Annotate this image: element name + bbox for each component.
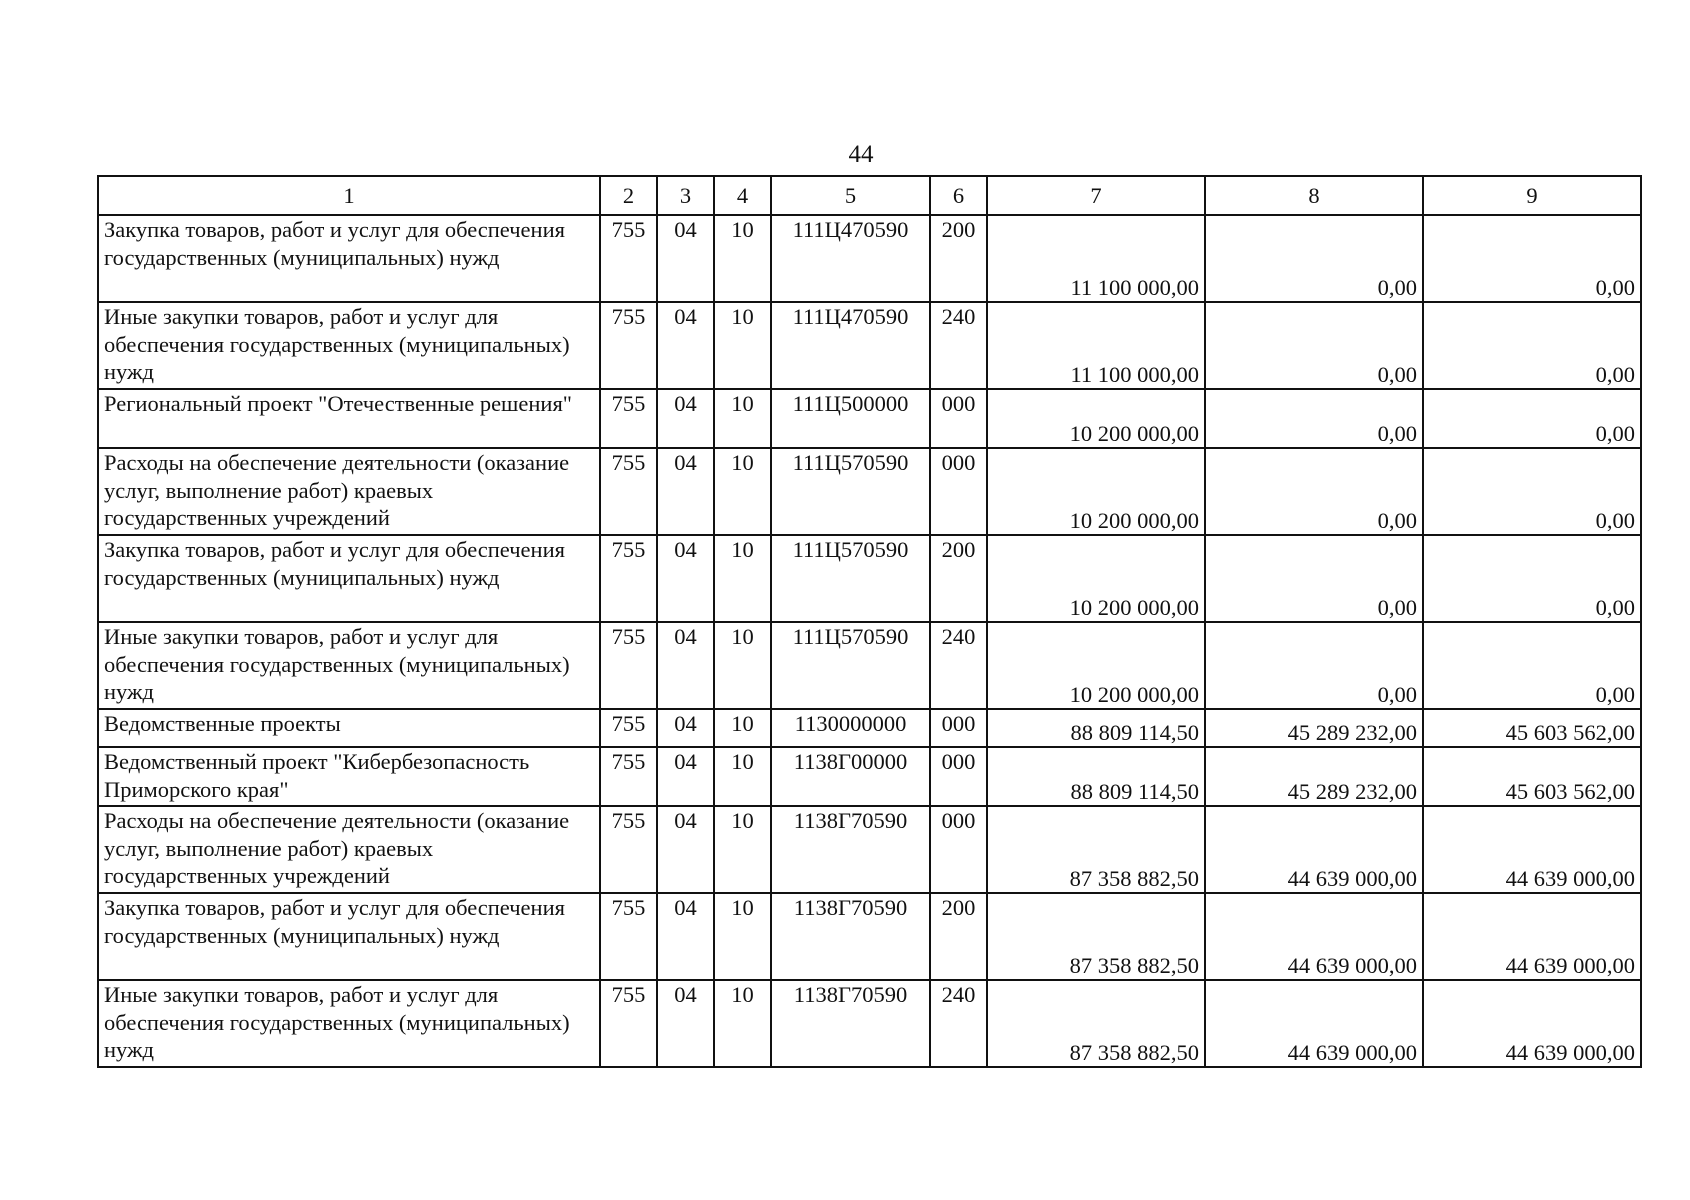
row-name: Иные закупки товаров, работ и услуг для обеспечения государственных (муниципальных) нужд xyxy=(98,622,600,709)
cell-col5: 1138Г70590 xyxy=(771,806,930,893)
cell-col3: 04 xyxy=(657,893,714,980)
cell-col4: 10 xyxy=(714,302,771,389)
cell-col4: 10 xyxy=(714,215,771,302)
cell-col4: 10 xyxy=(714,535,771,622)
row-name: Ведомственные проекты xyxy=(98,709,600,747)
cell-col7: 87 358 882,50 xyxy=(987,980,1205,1067)
row-name: Региональный проект "Отечественные решения" xyxy=(98,389,600,448)
cell-col6: 000 xyxy=(930,389,987,448)
cell-col2: 755 xyxy=(600,389,657,448)
cell-col9: 0,00 xyxy=(1423,622,1641,709)
cell-col7: 11 100 000,00 xyxy=(987,215,1205,302)
cell-col8: 0,00 xyxy=(1205,535,1423,622)
cell-col5: 1138Г70590 xyxy=(771,980,930,1067)
cell-col2: 755 xyxy=(600,535,657,622)
cell-col5: 1130000000 xyxy=(771,709,930,747)
cell-col3: 04 xyxy=(657,622,714,709)
cell-col3: 04 xyxy=(657,980,714,1067)
cell-col9: 44 639 000,00 xyxy=(1423,980,1641,1067)
cell-col2: 755 xyxy=(600,302,657,389)
column-header: 3 xyxy=(657,176,714,215)
table-row xyxy=(98,622,1641,709)
table-row xyxy=(98,980,1641,1067)
cell-col6: 000 xyxy=(930,448,987,535)
table-row xyxy=(98,215,1641,302)
row-name: Ведомственный проект "Кибербезопасность Приморского края" xyxy=(98,747,600,806)
cell-col8: 0,00 xyxy=(1205,215,1423,302)
row-name: Закупка товаров, работ и услуг для обеспечения государственных (муниципальных) нужд xyxy=(98,215,600,302)
cell-col8: 0,00 xyxy=(1205,448,1423,535)
column-header: 1 xyxy=(98,176,600,215)
cell-col4: 10 xyxy=(714,389,771,448)
page-number: 44 xyxy=(848,141,874,168)
column-header: 5 xyxy=(771,176,930,215)
cell-col8: 44 639 000,00 xyxy=(1205,893,1423,980)
cell-col2: 755 xyxy=(600,893,657,980)
row-name: Расходы на обеспечение деятельности (оказание услуг, выполнение работ) краевых государственных учреждений xyxy=(98,448,600,535)
cell-col4: 10 xyxy=(714,747,771,806)
cell-col9: 0,00 xyxy=(1423,535,1641,622)
column-header: 8 xyxy=(1205,176,1423,215)
cell-col9: 44 639 000,00 xyxy=(1423,806,1641,893)
row-name: Расходы на обеспечение деятельности (оказание услуг, выполнение работ) краевых государственных учреждений xyxy=(98,806,600,893)
cell-col8: 0,00 xyxy=(1205,622,1423,709)
table-row xyxy=(98,389,1641,448)
cell-col9: 45 603 562,00 xyxy=(1423,747,1641,806)
cell-col2: 755 xyxy=(600,448,657,535)
cell-col9: 44 639 000,00 xyxy=(1423,893,1641,980)
cell-col7: 87 358 882,50 xyxy=(987,806,1205,893)
cell-col2: 755 xyxy=(600,622,657,709)
cell-col7: 88 809 114,50 xyxy=(987,747,1205,806)
cell-col5: 111Ц500000 xyxy=(771,389,930,448)
cell-col5: 111Ц570590 xyxy=(771,622,930,709)
cell-col3: 04 xyxy=(657,709,714,747)
table-row xyxy=(98,709,1641,747)
cell-col2: 755 xyxy=(600,980,657,1067)
cell-col3: 04 xyxy=(657,747,714,806)
table-row xyxy=(98,535,1641,622)
budget-table xyxy=(97,175,1642,1068)
cell-col8: 0,00 xyxy=(1205,302,1423,389)
cell-col7: 11 100 000,00 xyxy=(987,302,1205,389)
cell-col7: 10 200 000,00 xyxy=(987,535,1205,622)
cell-col9: 0,00 xyxy=(1423,448,1641,535)
cell-col7: 88 809 114,50 xyxy=(987,709,1205,747)
cell-col9: 0,00 xyxy=(1423,389,1641,448)
cell-col4: 10 xyxy=(714,709,771,747)
cell-col6: 240 xyxy=(930,622,987,709)
cell-col9: 0,00 xyxy=(1423,302,1641,389)
cell-col5: 1138Г00000 xyxy=(771,747,930,806)
row-name: Иные закупки товаров, работ и услуг для обеспечения государственных (муниципальных) нужд xyxy=(98,302,600,389)
table-row xyxy=(98,302,1641,389)
cell-col8: 0,00 xyxy=(1205,389,1423,448)
header-row xyxy=(98,176,1641,215)
cell-col6: 000 xyxy=(930,709,987,747)
table-row xyxy=(98,806,1641,893)
cell-col6: 240 xyxy=(930,980,987,1067)
cell-col7: 10 200 000,00 xyxy=(987,622,1205,709)
cell-col4: 10 xyxy=(714,448,771,535)
cell-col9: 0,00 xyxy=(1423,215,1641,302)
cell-col4: 10 xyxy=(714,806,771,893)
cell-col2: 755 xyxy=(600,747,657,806)
cell-col8: 45 289 232,00 xyxy=(1205,709,1423,747)
cell-col9: 45 603 562,00 xyxy=(1423,709,1641,747)
cell-col3: 04 xyxy=(657,302,714,389)
cell-col3: 04 xyxy=(657,535,714,622)
cell-col4: 10 xyxy=(714,893,771,980)
cell-col5: 1138Г70590 xyxy=(771,893,930,980)
cell-col3: 04 xyxy=(657,448,714,535)
cell-col5: 111Ц570590 xyxy=(771,535,930,622)
cell-col3: 04 xyxy=(657,215,714,302)
cell-col3: 04 xyxy=(657,389,714,448)
cell-col2: 755 xyxy=(600,709,657,747)
cell-col7: 87 358 882,50 xyxy=(987,893,1205,980)
cell-col6: 200 xyxy=(930,893,987,980)
cell-col6: 200 xyxy=(930,215,987,302)
row-name: Закупка товаров, работ и услуг для обеспечения государственных (муниципальных) нужд xyxy=(98,535,600,622)
cell-col8: 45 289 232,00 xyxy=(1205,747,1423,806)
cell-col8: 44 639 000,00 xyxy=(1205,806,1423,893)
row-name: Закупка товаров, работ и услуг для обеспечения государственных (муниципальных) нужд xyxy=(98,893,600,980)
cell-col8: 44 639 000,00 xyxy=(1205,980,1423,1067)
cell-col2: 755 xyxy=(600,806,657,893)
cell-col6: 000 xyxy=(930,806,987,893)
cell-col7: 10 200 000,00 xyxy=(987,448,1205,535)
cell-col5: 111Ц470590 xyxy=(771,302,930,389)
cell-col6: 000 xyxy=(930,747,987,806)
column-header: 2 xyxy=(600,176,657,215)
column-header: 6 xyxy=(930,176,987,215)
cell-col5: 111Ц570590 xyxy=(771,448,930,535)
cell-col3: 04 xyxy=(657,806,714,893)
column-header: 9 xyxy=(1423,176,1641,215)
cell-col2: 755 xyxy=(600,215,657,302)
row-name: Иные закупки товаров, работ и услуг для обеспечения государственных (муниципальных) нужд xyxy=(98,980,600,1067)
table-row xyxy=(98,747,1641,806)
table-row xyxy=(98,893,1641,980)
cell-col5: 111Ц470590 xyxy=(771,215,930,302)
cell-col4: 10 xyxy=(714,622,771,709)
column-header: 4 xyxy=(714,176,771,215)
cell-col6: 200 xyxy=(930,535,987,622)
cell-col7: 10 200 000,00 xyxy=(987,389,1205,448)
table-row xyxy=(98,448,1641,535)
cell-col6: 240 xyxy=(930,302,987,389)
column-header: 7 xyxy=(987,176,1205,215)
cell-col4: 10 xyxy=(714,980,771,1067)
